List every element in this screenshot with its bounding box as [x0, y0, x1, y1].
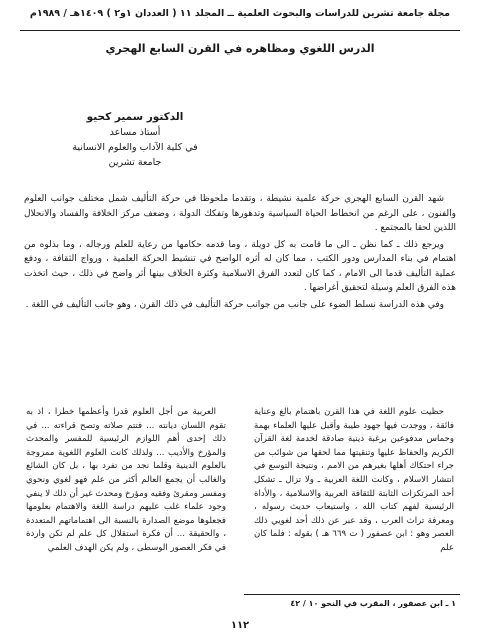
abstract — [24, 192, 456, 314]
body-column-left — [26, 406, 226, 556]
abstract-paragraph: شهد القرن السابع الهجري حركة علمية نشيطة ، وتقدما ملحوظا في حركة التأليف شمل مختلف جوانب العلوم والفنون ، على الرغم من انحطاط الحياة السياسية وتدهورها وتفكك الدولة ، وضعف مركز الخلافة والفساد والانحلال اللذين لحقا بالمجتمع . — [24, 194, 456, 233]
page-number: ١١٢ — [230, 620, 250, 631]
author-name: الدكتور سمير كحيو — [86, 111, 184, 123]
running-header: مجلة جامعة تشرين للدراسات والبحوث العلمية ــ المجلد ١١ ( العددان ١و٢ ) ١٤٠٩هـ / ١٩٨٩م — [29, 8, 451, 19]
body-column-right — [254, 406, 454, 556]
author-university: جامعة تشرين — [108, 157, 162, 168]
footnote: ١ ـ ابن عصفور ، المقرب في النحو ١٠ / ٤٢ — [290, 599, 456, 608]
article-title: الدرس اللغوي ومظاهره في القرن السابع الهجري — [105, 42, 375, 55]
abstract-paragraph: وفي هذه الدراسة نسلط الضوء على جانب من جوانب حركة التأليف في ذلك القرن ، وهو جانب التأليف في اللغة . — [25, 299, 444, 310]
abstract-paragraph: ويرجع ذلك ـ كما نظن ـ الى ما قامت به كل دويلة ، وما قدمه حكامها من رعاية للعلم ورجاله ، وما بذلوه من اهتمام في بناء المدارس ودور الكتب ، مما كان له أثره الواضح في تنشيط الحركة العلمية ، ورواج الثقافة ، ودفع عملية التأليف قدما الى الامام ، كما كان لتعدد الفرق الاسلامية وكثرة الخلاف بينها أثر واضح في ذلك ، حيث اتخذت هذه الفرق العلم وسيلة لتحقيق أغراضها . — [24, 239, 456, 293]
author-position: أستاذ مساعد — [109, 127, 161, 138]
footnote-rule — [244, 594, 460, 595]
author-faculty: في كلية الآداب والعلوم الانسانية — [72, 142, 198, 153]
header-rule — [20, 30, 460, 31]
body-paragraph: حظيت علوم اللغة في هذا القرن باهتمام بالغ وعناية فائقة ، ووجدت فيها جهود طيبة وأقبل عليها العلماء بهمة وحماس مدفوعين برغبة دينية صادقة لخدمة لغة القرآن الكريم والحفاظ عليها وتنقيتها مما لحقها من شوائب من جراء احتكاك أهلها بغيرهم من الامم ، ونتيجة التوسع في انتشار الاسلام ، وكانت اللغة العربية ـ ولا تزال ـ تشكل أحد المرتكزات الثابتة للثقافة العربية والاسلامية ، والأداة الرئيسية لفهم كتاب الله ، واستيعاب حديث رسوله ، ومعرفة تراث العرب ، وقد عبر عن ذلك أحد لغويي ذلك العصر وهو : ابن عصفور ( ت ٦٦٩ هـ ) بقوله : فلما كان علم — [254, 407, 454, 553]
body-paragraph: العربية من أجل العلوم قدرا وأعظمها خطرا ، اذ به تقوم اللسان ديانته ... فتتم صلاته وتصح قراءته ... في ذلك إحدى أهم اللوازم الرئيسية للمفسر والمحدث والمؤرخ والأديب ... ولذلك كانت العلوم اللغوية ممزوجة بالعلوم الدينية وقلما نجد من تفرد بها ، بل كان الشائع والغالب أن يجمع العالم أكثر من علم فهو لغوي ونحوي ومفسر ومقرئ وفقيه ومؤرخ ومحدث غير أن ذلك لا ينفي وجود علماء غلب عليهم دراسة اللغة والاهتمام بعلومها فجعلوها موضع الصدارة بالنسبة الى اهتماماتهم المتعددة ، والحقيقة ... أن فكرة استقلال كل علم لم تكن واردة في فكر العصور الوسطى ، ولم يكن الهدف العلمي — [26, 407, 226, 553]
author-block — [50, 110, 220, 170]
